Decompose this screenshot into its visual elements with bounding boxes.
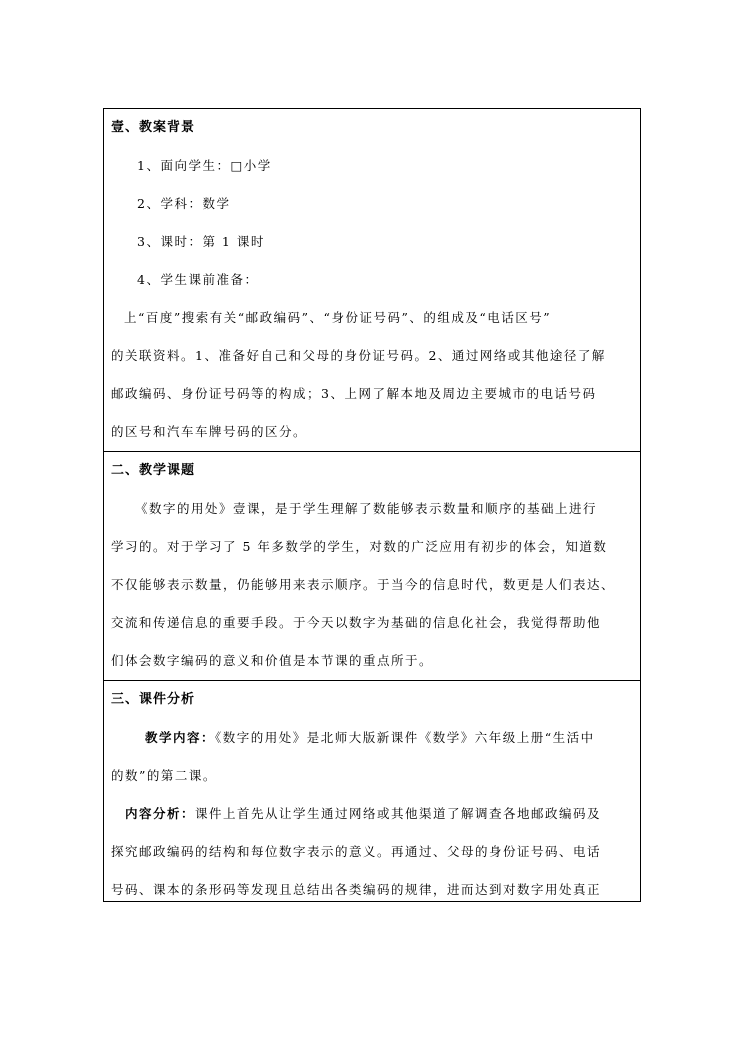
section-topic	[104, 451, 640, 680]
paragraph-line: 的区号和汽车车牌号码的区分。	[111, 424, 308, 439]
paragraph-line: 不仅能够表示数量，仍能够用来表示顺序。于当今的信息时代，数更是人们表达、	[111, 577, 616, 592]
content-label: 教学内容：	[145, 730, 216, 745]
analysis-text: 课件上首先从让学生通过网络或其他渠道了解调查各地邮政编码及	[195, 806, 602, 821]
paragraph-line: 探究邮政编码的结构和每位数字表示的意义。再通过、父母的身份证号码、电话	[111, 844, 602, 859]
lesson-plan-table	[103, 108, 641, 902]
paragraph-line: 的数”的第二课。	[111, 768, 217, 783]
paragraph-line: 学习的。对于学习了 5 年多数学的学生，对数的广泛应用有初步的体会，知道数	[111, 539, 608, 554]
list-item: 1、面向学生：□小学	[137, 158, 272, 173]
paragraph-line: 《数字的用处》壹课，是于学生理解了数能够表示数量和顺序的基础上进行	[135, 501, 598, 516]
section-analysis	[104, 680, 640, 901]
paragraph-line: 邮政编码、身份证号码等的构成；3、上网了解本地及周边主要城市的电话号码	[111, 386, 597, 401]
section-heading: 三、课件分析	[111, 692, 196, 707]
paragraph-line: 交流和传递信息的重要手段。于今天以数字为基础的信息化社会，我觉得帮助他	[111, 615, 602, 630]
list-item: 4、学生课前准备：	[137, 272, 259, 287]
paragraph-line: 上“百度”搜索有关“邮政编码”、“身份证号码”、的组成及“电话区号”	[124, 310, 552, 325]
paragraph-line: 的关联资料。1、准备好自己和父母的身份证号码。2、通过网络或其他途径了解	[111, 348, 606, 363]
paragraph-line: 们体会数字编码的意义和价值是本节课的重点所于。	[111, 653, 434, 668]
analysis-label: 内容分析：	[125, 806, 196, 821]
paragraph-line: 号码、课本的条形码等发现且总结出各类编码的规律，进而达到对数字用处真正	[111, 882, 602, 897]
list-item: 2、学科：数学	[137, 196, 231, 211]
section-heading: 二、教学课题	[111, 463, 196, 478]
paragraph-line	[111, 719, 632, 757]
content-text: 《数字的用处》是北师大版新课件《数学》六年级上册“生活中	[215, 730, 595, 745]
paragraph-line	[111, 795, 632, 833]
list-item: 3、课时：第 1 课时	[137, 234, 265, 249]
section-background	[104, 109, 640, 451]
section-heading: 壹、教案背景	[111, 120, 196, 135]
